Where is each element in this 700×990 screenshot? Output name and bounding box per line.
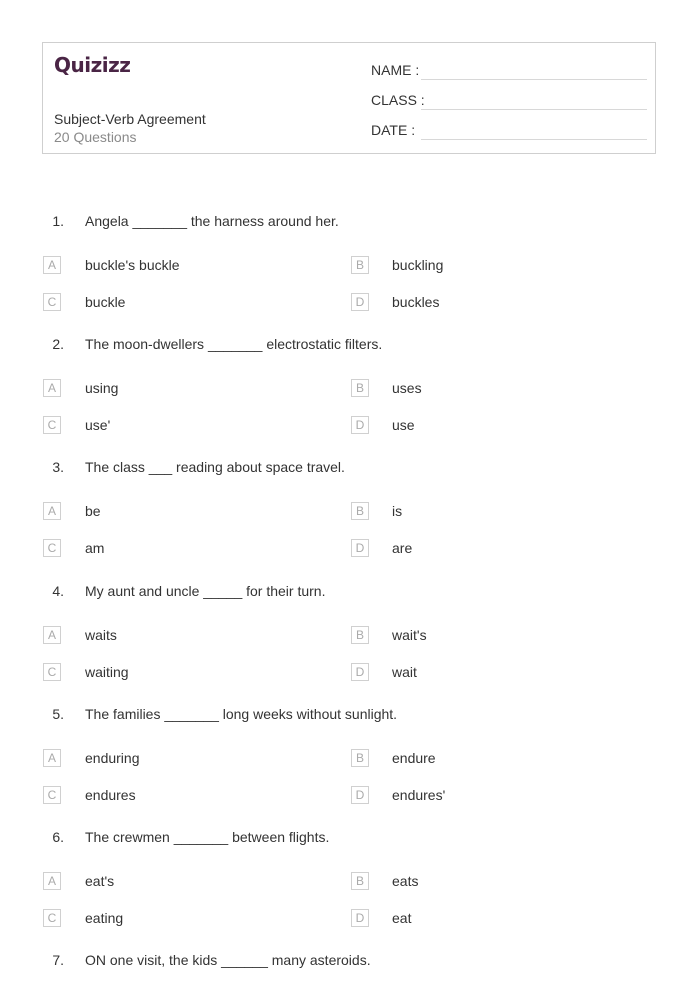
class-line[interactable] — [421, 109, 647, 110]
option-letter-box[interactable]: B — [351, 749, 369, 767]
option-text[interactable]: wait — [392, 663, 417, 680]
name-label: NAME : — [371, 62, 420, 78]
option-text[interactable]: use — [392, 417, 415, 434]
name-line[interactable] — [421, 79, 647, 80]
option-text[interactable]: wait's — [392, 626, 427, 643]
class-label: CLASS : — [371, 92, 425, 108]
option-text[interactable]: use' — [85, 417, 111, 434]
option-text[interactable]: endures' — [392, 786, 446, 803]
option-text[interactable]: waits — [85, 626, 117, 643]
option-text[interactable]: buckle — [85, 294, 126, 310]
option-text[interactable]: is — [392, 503, 403, 520]
option-text[interactable]: buckle's buckle — [85, 257, 180, 273]
question-count: 20 Questions — [54, 129, 137, 145]
question-number: 2. — [52, 336, 64, 353]
option-letter-box[interactable]: A — [43, 379, 61, 397]
date-label: DATE : — [371, 122, 416, 138]
option-text[interactable]: buckles — [392, 294, 440, 310]
option-letter-box[interactable]: C — [43, 663, 61, 681]
question-number: 3. — [52, 459, 64, 476]
option-letter-box[interactable]: D — [351, 663, 369, 681]
class-field[interactable] — [371, 88, 647, 110]
option-text[interactable]: buckling — [392, 257, 444, 273]
question-number: 6. — [52, 829, 64, 845]
question-text: ON one visit, the kids ______ many asteroids. — [85, 952, 371, 969]
question-number: 7. — [52, 952, 64, 969]
option-text[interactable]: eats — [392, 873, 419, 889]
option-letter-box[interactable]: A — [43, 872, 61, 890]
option-letter-box[interactable]: B — [351, 872, 369, 890]
date-field[interactable] — [371, 118, 647, 140]
question-text: Angela _______ the harness around her. — [85, 213, 339, 229]
question-number: 4. — [52, 582, 64, 599]
option-letter-box[interactable]: D — [351, 909, 369, 927]
option-letter-box[interactable]: C — [43, 909, 61, 927]
option-text[interactable]: am — [85, 540, 105, 557]
date-line[interactable] — [421, 139, 647, 140]
question-number: 5. — [52, 705, 64, 722]
option-text[interactable]: uses — [392, 380, 422, 397]
option-text[interactable]: endure — [392, 749, 436, 766]
option-letter-box[interactable]: C — [43, 786, 61, 804]
option-text[interactable]: waiting — [85, 663, 129, 680]
option-text[interactable]: enduring — [85, 749, 140, 766]
option-letter-box[interactable]: C — [43, 539, 61, 557]
option-letter-box[interactable]: D — [351, 416, 369, 434]
worksheet-title: Subject-Verb Agreement — [54, 111, 206, 127]
name-field[interactable] — [371, 58, 647, 80]
option-letter-box[interactable]: D — [351, 539, 369, 557]
option-text[interactable]: be — [85, 503, 101, 520]
option-letter-box[interactable]: A — [43, 749, 61, 767]
option-letter-box[interactable]: B — [351, 502, 369, 520]
option-letter-box[interactable]: D — [351, 786, 369, 804]
option-letter-box[interactable]: B — [351, 256, 369, 274]
option-text[interactable]: using — [85, 380, 119, 397]
option-text[interactable]: endures — [85, 786, 136, 803]
option-letter-box[interactable]: A — [43, 626, 61, 644]
question-text: My aunt and uncle _____ for their turn. — [85, 582, 326, 599]
option-text[interactable]: eat's — [85, 873, 115, 889]
option-text[interactable]: eating — [85, 910, 124, 926]
option-text[interactable]: eat — [392, 910, 412, 926]
option-letter-box[interactable]: A — [43, 256, 61, 274]
question-number: 1. — [52, 213, 64, 229]
worksheet-header — [42, 42, 656, 154]
option-text[interactable]: are — [392, 540, 413, 557]
question-text: The crewmen _______ between flights. — [85, 829, 330, 845]
option-letter-box[interactable]: C — [43, 293, 61, 311]
question-text: The class ___ reading about space travel. — [85, 459, 345, 476]
quizizz-logo: Quizizz — [54, 53, 131, 77]
option-letter-box[interactable]: A — [43, 502, 61, 520]
question-text: The moon-dwellers _______ electrostatic filters. — [85, 336, 383, 353]
option-letter-box[interactable]: B — [351, 626, 369, 644]
option-letter-box[interactable]: B — [351, 379, 369, 397]
option-letter-box[interactable]: D — [351, 293, 369, 311]
question-text: The families _______ long weeks without sunlight. — [85, 705, 398, 722]
option-letter-box[interactable]: C — [43, 416, 61, 434]
